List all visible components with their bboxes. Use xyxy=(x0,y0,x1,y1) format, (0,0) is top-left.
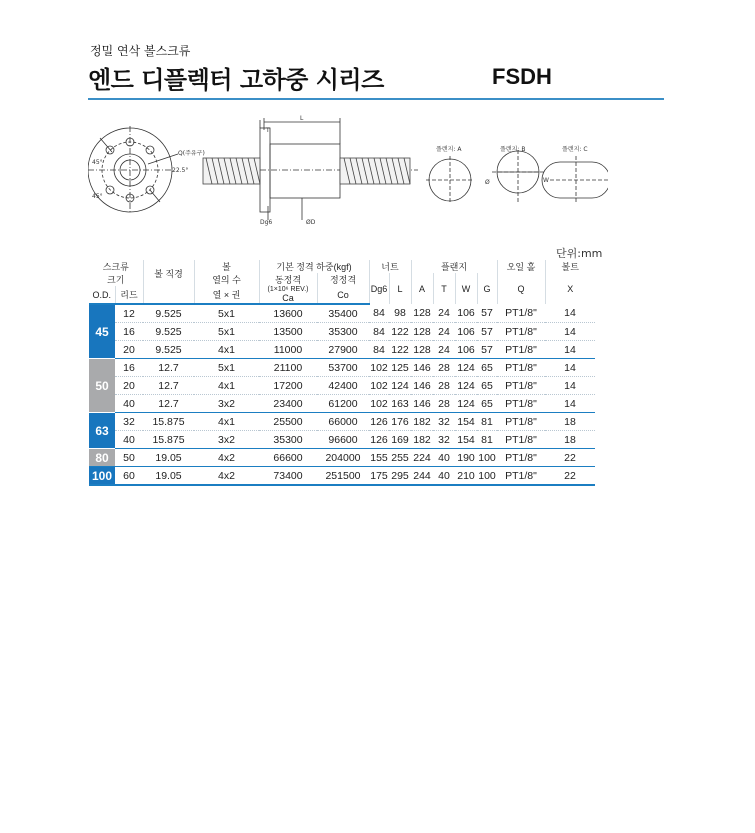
dim-w-label: W xyxy=(543,177,549,184)
dg6-cell: 84 xyxy=(369,323,389,341)
header-lead: 리드 xyxy=(115,286,143,304)
flange-g-cell: 65 xyxy=(477,377,497,395)
flange-g-cell: 65 xyxy=(477,359,497,377)
flange-t-cell: 28 xyxy=(433,395,455,413)
header-a: A xyxy=(411,273,433,304)
flange-a-cell: 182 xyxy=(411,431,433,449)
ball-dia-cell: 19.05 xyxy=(143,449,194,467)
dg6-cell: 126 xyxy=(369,413,389,431)
flange-w-cell: 210 xyxy=(455,467,477,486)
dynamic-load-cell: 66600 xyxy=(259,449,317,467)
header-size: 크기 xyxy=(89,273,143,286)
oil-hole-cell: PT1/8" xyxy=(497,304,545,323)
ball-dia-cell: 12.7 xyxy=(143,395,194,413)
flange-w-cell: 154 xyxy=(455,413,477,431)
static-load-cell: 204000 xyxy=(317,449,369,467)
circuits-cell: 5x1 xyxy=(194,323,259,341)
flange-c-view xyxy=(542,156,608,204)
ball-dia-cell: 9.525 xyxy=(143,304,194,323)
table-row xyxy=(89,323,595,341)
table-row xyxy=(89,359,595,377)
dim-t-label: T xyxy=(266,127,270,134)
dg6-cell: 126 xyxy=(369,431,389,449)
flange-w-cell: 124 xyxy=(455,377,477,395)
ball-dia-cell: 12.7 xyxy=(143,359,194,377)
oil-hole-cell: PT1/8" xyxy=(497,449,545,467)
table-row xyxy=(89,341,595,359)
bolt-cell: 14 xyxy=(545,377,595,395)
table-row xyxy=(89,413,595,431)
oil-hole-cell: PT1/8" xyxy=(497,431,545,449)
bolt-cell: 14 xyxy=(545,359,595,377)
header-rev: (1×10⁶ REV.) xyxy=(267,286,309,293)
header-dg6: Dg6 xyxy=(369,273,389,304)
flange-w-cell: 106 xyxy=(455,323,477,341)
circuits-cell: 3x2 xyxy=(194,395,259,413)
static-load-cell: 96600 xyxy=(317,431,369,449)
header-screw: 스크류 xyxy=(89,260,143,273)
technical-drawing xyxy=(88,108,608,233)
ball-dia-cell: 15.875 xyxy=(143,413,194,431)
flange-t-cell: 40 xyxy=(433,467,455,486)
header-static: 정정격 xyxy=(317,273,369,286)
dg6-cell: 175 xyxy=(369,467,389,486)
static-load-cell: 35400 xyxy=(317,304,369,323)
lead-cell: 20 xyxy=(115,341,143,359)
dim-phi-label: Ø xyxy=(485,179,490,186)
circuits-cell: 5x1 xyxy=(194,304,259,323)
header-t: T xyxy=(433,273,455,304)
screw-thread xyxy=(203,158,410,184)
flange-w-cell: 154 xyxy=(455,431,477,449)
nut-length-cell: 125 xyxy=(389,359,411,377)
header-ball-blank xyxy=(143,286,194,304)
circuits-cell: 4x2 xyxy=(194,449,259,467)
ball-dia-cell: 12.7 xyxy=(143,377,194,395)
dynamic-load-cell: 21100 xyxy=(259,359,317,377)
header-co: Co xyxy=(317,286,369,304)
lead-cell: 16 xyxy=(115,323,143,341)
header-circuits: 열의 수 xyxy=(194,273,259,286)
flange-c-label: 플랜지: C xyxy=(562,146,588,153)
bolt-cell: 18 xyxy=(545,431,595,449)
bolt-cell: 18 xyxy=(545,413,595,431)
nut-length-cell: 163 xyxy=(389,395,411,413)
header-w: W xyxy=(455,273,477,304)
bolt-cell: 14 xyxy=(545,304,595,323)
flange-b-view xyxy=(492,150,544,202)
ball-dia-cell: 9.525 xyxy=(143,341,194,359)
oil-hole-cell: PT1/8" xyxy=(497,341,545,359)
lead-cell: 16 xyxy=(115,359,143,377)
header-q: Q xyxy=(497,273,545,304)
nut-length-cell: 295 xyxy=(389,467,411,486)
header-ball-dia: 볼 직경 xyxy=(143,260,194,286)
nut-length-cell: 169 xyxy=(389,431,411,449)
table-row xyxy=(89,431,595,449)
flange-a-cell: 146 xyxy=(411,359,433,377)
header-ball: 볼 xyxy=(194,260,259,273)
header-od: O.D. xyxy=(89,286,115,304)
nut-length-cell: 124 xyxy=(389,377,411,395)
flange-g-cell: 57 xyxy=(477,341,497,359)
catalog-title: 엔드 디플렉터 고하중 시리즈 xyxy=(88,66,384,94)
static-load-cell: 35300 xyxy=(317,323,369,341)
circuits-cell: 4x1 xyxy=(194,341,259,359)
flange-b-label: 플랜지: B xyxy=(500,146,526,153)
flange-a-cell: 146 xyxy=(411,377,433,395)
od-cell: 100 xyxy=(89,467,115,486)
table-row xyxy=(89,377,595,395)
flange-t-cell: 32 xyxy=(433,431,455,449)
flange-a-cell: 146 xyxy=(411,395,433,413)
dynamic-load-cell: 11000 xyxy=(259,341,317,359)
bolt-cell: 14 xyxy=(545,323,595,341)
od-cell: 50 xyxy=(89,359,115,413)
flange-a-cell: 244 xyxy=(411,467,433,486)
dim-d-label: ØD xyxy=(306,219,316,226)
dynamic-load-cell: 23400 xyxy=(259,395,317,413)
nut-length-cell: 255 xyxy=(389,449,411,467)
dg6-cell: 102 xyxy=(369,359,389,377)
lead-cell: 50 xyxy=(115,449,143,467)
dg6-cell: 84 xyxy=(369,341,389,359)
static-load-cell: 66000 xyxy=(317,413,369,431)
circuits-cell: 4x1 xyxy=(194,413,259,431)
oil-hole-cell: PT1/8" xyxy=(497,323,545,341)
header-circuits2: 열 × 권 xyxy=(194,286,259,304)
static-load-cell: 27900 xyxy=(317,341,369,359)
dg6-cell: 102 xyxy=(369,377,389,395)
flange-w-cell: 124 xyxy=(455,395,477,413)
flange-g-cell: 81 xyxy=(477,431,497,449)
flange-t-cell: 40 xyxy=(433,449,455,467)
oil-hole-cell: PT1/8" xyxy=(497,377,545,395)
bolt-cell: 22 xyxy=(545,449,595,467)
circuits-cell: 4x1 xyxy=(194,377,259,395)
nut-length-cell: 122 xyxy=(389,323,411,341)
lead-cell: 60 xyxy=(115,467,143,486)
oil-hole-label: Q(주유구) xyxy=(178,150,205,157)
flange-g-cell: 57 xyxy=(477,304,497,323)
table-row xyxy=(89,467,595,486)
lead-cell: 20 xyxy=(115,377,143,395)
flange-a-cell: 128 xyxy=(411,304,433,323)
spec-table xyxy=(89,260,595,486)
flange-t-cell: 24 xyxy=(433,323,455,341)
flange-t-cell: 32 xyxy=(433,413,455,431)
nut-length-cell: 98 xyxy=(389,304,411,323)
flange-w-cell: 124 xyxy=(455,359,477,377)
lead-cell: 40 xyxy=(115,431,143,449)
dg6-cell: 84 xyxy=(369,304,389,323)
od-cell: 45 xyxy=(89,304,115,359)
flange-a-view xyxy=(426,156,474,204)
angle-label: 45° xyxy=(92,159,103,166)
bolt-cell: 14 xyxy=(545,341,595,359)
flange-t-cell: 28 xyxy=(433,377,455,395)
oil-hole-cell: PT1/8" xyxy=(497,359,545,377)
nut-length-cell: 176 xyxy=(389,413,411,431)
nut-length-cell: 122 xyxy=(389,341,411,359)
flange-a-cell: 128 xyxy=(411,341,433,359)
flange-a-label: 플랜지: A xyxy=(436,146,462,153)
bolt-cell: 14 xyxy=(545,395,595,413)
dynamic-load-cell: 73400 xyxy=(259,467,317,486)
angle-label: 45° xyxy=(92,193,103,200)
header-load: 기본 정격 하중(kgf) xyxy=(259,260,369,273)
header-oil-hole: 오일 홀 xyxy=(497,260,545,273)
header-bolt: 볼트 xyxy=(561,262,579,272)
static-load-cell: 251500 xyxy=(317,467,369,486)
ball-dia-cell: 19.05 xyxy=(143,467,194,486)
static-load-cell: 42400 xyxy=(317,377,369,395)
dim-l-label: L xyxy=(300,115,304,122)
flange-a-cell: 128 xyxy=(411,323,433,341)
ball-dia-cell: 9.525 xyxy=(143,323,194,341)
header-g: G xyxy=(477,273,497,304)
dynamic-load-cell: 17200 xyxy=(259,377,317,395)
dim-dg6-label: Dg6 xyxy=(260,219,273,226)
flange-front-view xyxy=(88,126,178,214)
flange-g-cell: 81 xyxy=(477,413,497,431)
dg6-cell: 155 xyxy=(369,449,389,467)
oil-hole-cell: PT1/8" xyxy=(497,467,545,486)
flange-t-cell: 24 xyxy=(433,341,455,359)
dynamic-load-cell: 25500 xyxy=(259,413,317,431)
ball-dia-cell: 15.875 xyxy=(143,431,194,449)
dynamic-load-cell: 13600 xyxy=(259,304,317,323)
model-code: FSDH xyxy=(492,64,552,89)
lead-cell: 12 xyxy=(115,304,143,323)
flange-t-cell: 28 xyxy=(433,359,455,377)
flange-g-cell: 100 xyxy=(477,467,497,486)
spec-table-body xyxy=(89,304,595,485)
flange-a-cell: 224 xyxy=(411,449,433,467)
flange-a-cell: 182 xyxy=(411,413,433,431)
flange-g-cell: 57 xyxy=(477,323,497,341)
catalog-subtitle: 정밀 연삭 볼스크류 xyxy=(90,44,191,58)
od-cell: 63 xyxy=(89,413,115,449)
od-cell: 80 xyxy=(89,449,115,467)
lead-cell: 40 xyxy=(115,395,143,413)
dynamic-load-cell: 35300 xyxy=(259,431,317,449)
oil-hole-cell: PT1/8" xyxy=(497,413,545,431)
header-l: L xyxy=(389,273,411,304)
unit-label: 단위:mm xyxy=(556,247,603,260)
dg6-cell: 102 xyxy=(369,395,389,413)
flange-w-cell: 106 xyxy=(455,304,477,323)
flange-w-cell: 106 xyxy=(455,341,477,359)
header-flange: 플랜지 xyxy=(411,260,497,273)
title-rule xyxy=(88,98,664,100)
dynamic-load-cell: 13500 xyxy=(259,323,317,341)
bolt-cell: 22 xyxy=(545,467,595,486)
header-x: X xyxy=(567,283,574,294)
table-row xyxy=(89,395,595,413)
flange-g-cell: 100 xyxy=(477,449,497,467)
flange-w-cell: 190 xyxy=(455,449,477,467)
circuits-cell: 4x2 xyxy=(194,467,259,486)
table-row xyxy=(89,449,595,467)
lead-cell: 32 xyxy=(115,413,143,431)
circuits-cell: 3x2 xyxy=(194,431,259,449)
table-row xyxy=(89,304,595,323)
static-load-cell: 61200 xyxy=(317,395,369,413)
oil-hole-cell: PT1/8" xyxy=(497,395,545,413)
static-load-cell: 53700 xyxy=(317,359,369,377)
flange-t-cell: 24 xyxy=(433,304,455,323)
header-nut: 너트 xyxy=(369,260,411,273)
angle-label: 22.5° xyxy=(172,167,189,174)
header-ca: Ca xyxy=(282,293,294,303)
circuits-cell: 5x1 xyxy=(194,359,259,377)
header-dynamic-sub xyxy=(259,286,317,304)
header-dynamic: 동정격 xyxy=(259,273,317,286)
flange-g-cell: 65 xyxy=(477,395,497,413)
